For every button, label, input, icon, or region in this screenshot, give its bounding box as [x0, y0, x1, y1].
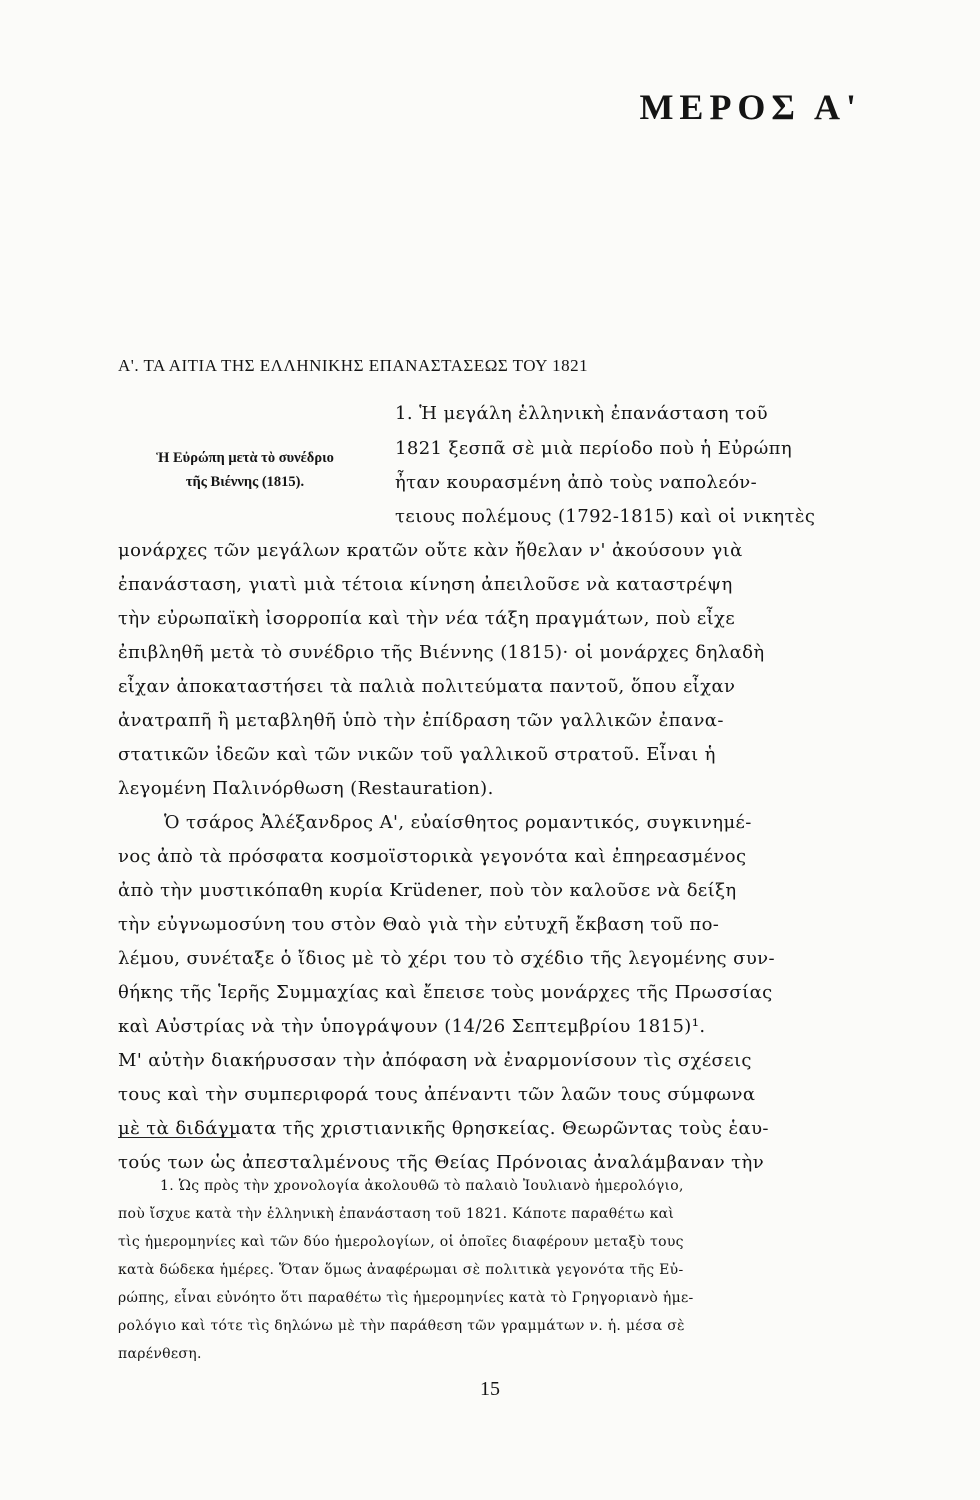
body-line: τειους πολέμους (1792-1815) καὶ οἱ νικητὲς: [395, 506, 816, 527]
body-line: λεγομένη Παλινόρθωση (Restauration).: [118, 778, 494, 799]
body-line: στατικῶν ἰδεῶν καὶ τῶν νικῶν τοῦ γαλλικοῦ στρατοῦ. Εἶναι ἡ: [118, 744, 716, 765]
footnote-line: τὶς ἡμερομηνίες καὶ τῶν δύο ἡμερολογίων, οἱ ὁποῖες διαφέρουν μεταξὺ τους: [118, 1234, 684, 1250]
body-line: ἐπανάσταση, γιατὶ μιὰ τέτοια κίνηση ἀπειλοῦσε νὰ καταστρέψη: [118, 574, 733, 595]
footnote-line: παρένθεση.: [118, 1346, 202, 1362]
page-number: 15: [480, 1378, 500, 1400]
body-line: ἀπὸ τὴν μυστικόπαθη κυρία Krüdener, ποὺ τὸν καλοῦσε νὰ δείξη: [118, 880, 737, 901]
footnote-line: ποὺ ἴσχυε κατὰ τὴν ἑλληνικὴ ἐπανάσταση τοῦ 1821. Κάποτε παραθέτω καὶ: [118, 1206, 675, 1222]
body-line: μὲ τὰ διδάγματα τῆς χριστιανικῆς θρησκείας. Θεωρῶντας τοὺς ἑαυ-: [118, 1118, 769, 1139]
body-line: ἦταν κουρασμένη ἀπὸ τοὺς ναπολεόν-: [395, 472, 758, 493]
body-line: θήκης τῆς Ἱερῆς Συμμαχίας καὶ ἔπεισε τοὺς μονάρχες τῆς Πρωσσίας: [118, 982, 773, 1003]
body-line: νος ἀπὸ τὰ πρόσφατα κοσμοϊστορικὰ γεγονότα καὶ ἐπηρεασμένος: [118, 846, 747, 867]
margin-note-line: Ἡ Εὐρώπη μετὰ τὸ συνέδριο: [156, 450, 334, 466]
body-line: Μ' αὐτὴν διακήρυσσαν τὴν ἀπόφαση νὰ ἐναρμονίσουν τὶς σχέσεις: [118, 1050, 752, 1071]
body-line: ἀνατραπῆ ἢ μεταβληθῆ ὑπὸ τὴν ἐπίδραση τῶν γαλλικῶν ἐπανα-: [118, 710, 724, 731]
footnote-line: 1. Ὡς πρὸς τὴν χρονολογία ἀκολουθῶ τὸ παλαιὸ Ἰουλιανὸ ἡμερολόγιο,: [160, 1178, 684, 1194]
footnote-line: ρώπης, εἶναι εὐνόητο ὅτι παραθέτω τὶς ἡμερομηνίες κατὰ τὸ Γρηγοριανὸ ἡμε-: [118, 1290, 694, 1306]
body-line: 1. Ἡ μεγάλη ἑλληνικὴ ἐπανάσταση τοῦ: [395, 403, 769, 424]
body-line: εἶχαν ἀποκαταστήσει τὰ παλιὰ πολιτεύματα παντοῦ, ὅπου εἶχαν: [118, 676, 736, 697]
body-line: λέμου, συνέταξε ὁ ἴδιος μὲ τὸ χέρι του τὸ σχέδιο τῆς λεγομένης συν-: [118, 948, 775, 969]
body-line: Ὁ τσάρος Ἀλέξανδρος Α', εὐαίσθητος ρομαντικός, συγκινημέ-: [164, 812, 752, 833]
body-line: μονάρχες τῶν μεγάλων κρατῶν οὔτε κὰν ἤθελαν ν' ἀκούσουν γιὰ: [118, 540, 743, 561]
footnote-rule: [118, 1137, 236, 1138]
body-line: τὴν εὐγνωμοσύνη του στὸν Θαὸ γιὰ τὴν εὐτυχῆ ἔκβαση τοῦ πο-: [118, 914, 720, 935]
margin-note: [110, 446, 380, 494]
body-line: ἐπιβληθῆ μετὰ τὸ συνέδριο τῆς Βιέννης (1815)· οἱ μονάρχες δηλαδὴ: [118, 642, 765, 663]
body-line: 1821 ξεσπᾶ σὲ μιὰ περίοδο ποὺ ἡ Εὐρώπη: [395, 438, 793, 459]
body-line: τὴν εὐρωπαϊκὴ ἰσορροπία καὶ τὴν νέα τάξη πραγμάτων, ποὺ εἶχε: [118, 608, 736, 629]
part-title: ΜΕΡΟΣ Α': [639, 87, 862, 127]
body-line: τούς των ὡς ἀπεσταλμένους τῆς Θείας Πρόνοιας ἀναλάμβαναν τὴν: [118, 1152, 765, 1173]
body-line: τους καὶ τὴν συμπεριφορά τους ἀπέναντι τῶν λαῶν τους σύμφωνα: [118, 1084, 756, 1105]
body-line: καὶ Αὐστρίας νὰ τὴν ὑπογράψουν (14/26 Σεπτεμβρίου 1815)¹.: [118, 1016, 706, 1037]
footnote-line: ρολόγιο καὶ τότε τὶς δηλώνω μὲ τὴν παράθεση τῶν γραμμάτων ν. ἡ. μέσα σὲ: [118, 1318, 685, 1334]
margin-note-line: τῆς Βιέννης (1815).: [185, 474, 305, 490]
chapter-title: Α'. ΤΑ ΑΙΤΙΑ ΤΗΣ ΕΛΛΗΝΙΚΗΣ ΕΠΑΝΑΣΤΑΣΕΩΣ ΤΟΥ 1821: [118, 356, 589, 375]
footnote-line: κατὰ δώδεκα ἡμέρες. Ὅταν ὅμως ἀναφέρωμαι σὲ πολιτικὰ γεγονότα τῆς Εὐ-: [118, 1262, 684, 1278]
